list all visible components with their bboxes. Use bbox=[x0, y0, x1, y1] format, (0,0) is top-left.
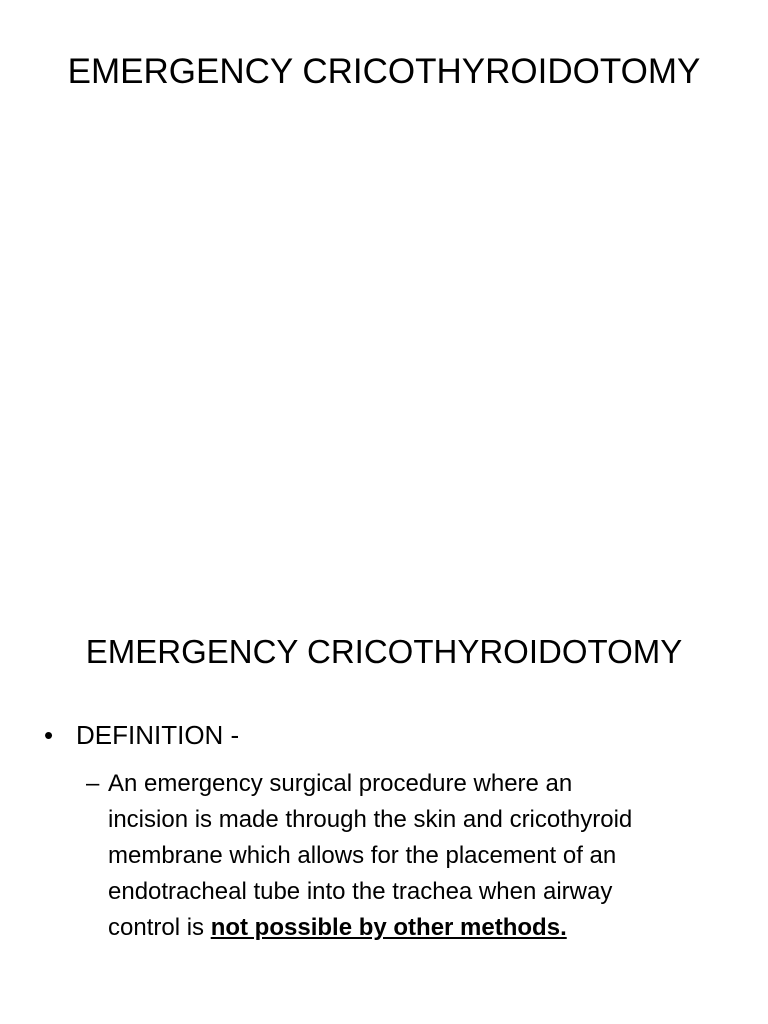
definition-line-5-prefix: control is bbox=[108, 914, 211, 941]
slide-2 bbox=[0, 576, 768, 1024]
definition-text bbox=[108, 766, 726, 946]
dash-icon: – bbox=[86, 770, 100, 797]
slide-2-title: EMERGENCY CRICOTHYROIDOTOMY bbox=[85, 633, 683, 670]
definition-line-2: incision is made through the skin and cricothyroid bbox=[108, 806, 633, 833]
definition-line-3: membrane which allows for the placement of an bbox=[108, 842, 617, 869]
definition-line-4: endotracheal tube into the trachea when airway bbox=[108, 878, 613, 905]
bullet-dot-icon: • bbox=[44, 720, 54, 750]
definition-emphasis: not possible by other methods. bbox=[210, 914, 567, 941]
definition-line-5 bbox=[108, 910, 726, 946]
definition-bullet bbox=[44, 718, 239, 752]
definition-line-1: An emergency surgical procedure where an bbox=[108, 770, 573, 797]
definition-sub-bullet bbox=[86, 766, 726, 946]
slide-1-title: EMERGENCY CRICOTHYROIDOTOMY bbox=[67, 52, 701, 91]
definition-label: DEFINITION - bbox=[76, 720, 240, 750]
